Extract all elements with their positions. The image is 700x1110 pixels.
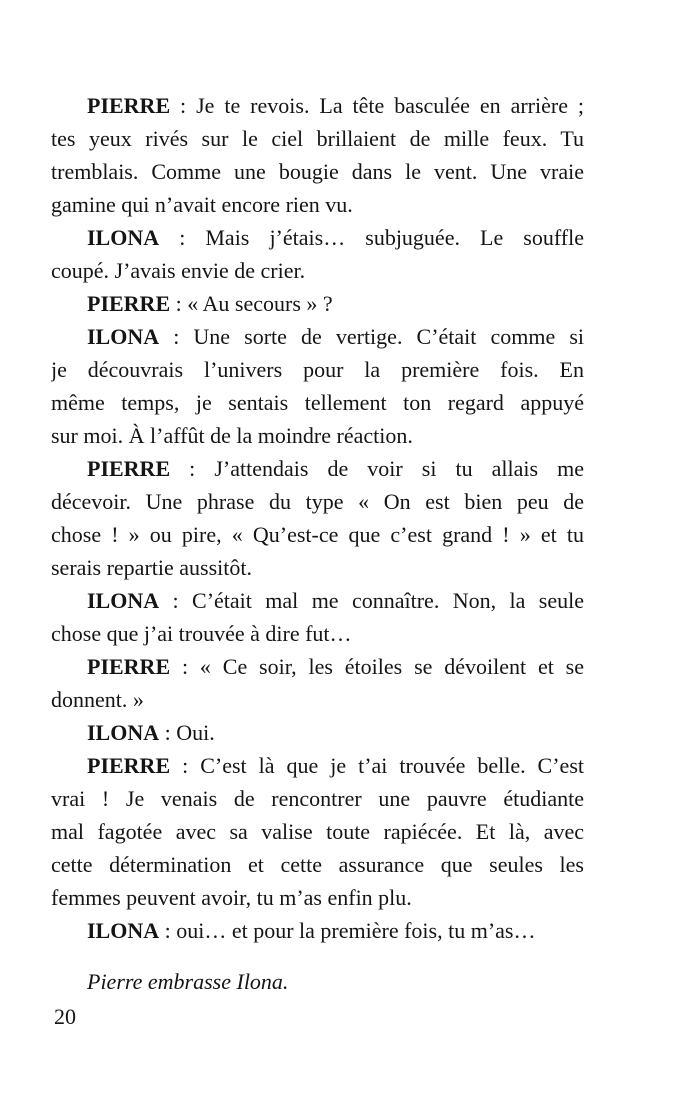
dialogue-container [51,89,584,947]
dialogue-line: femmes peuvent avoir, tu m’as enfin plu. [51,885,412,910]
dialogue-paragraph [51,584,584,650]
speaker-name: PIERRE [87,93,171,118]
stage-direction: Pierre embrasse Ilona. [87,969,289,994]
dialogue-paragraph [51,320,584,452]
speaker-name: PIERRE [87,654,171,679]
dialogue-line: sur moi. À l’affût de la moindre réaction. [51,423,413,448]
dialogue-line: chose que j’ai trouvée à dire fut… [51,621,352,646]
dialogue-line: ILONA : C’était mal me connaître. Non, la seule [87,588,584,613]
speaker-name: ILONA [87,918,160,943]
speaker-name: ILONA [87,720,160,745]
speaker-name: ILONA [87,324,160,349]
dialogue-line: décevoir. Une phrase du type « On est bien peu de [51,489,584,514]
dialogue-line: PIERRE : Je te revois. La tête basculée en arrière ; [87,93,584,118]
dialogue-paragraph [51,914,584,947]
dialogue-line: donnent. » [51,687,144,712]
dialogue-line: même temps, je sentais tellement ton regard appuyé [51,390,584,415]
dialogue-line: PIERRE : « Ce soir, les étoiles se dévoilent et se [87,654,584,679]
dialogue-line: mal fagotée avec sa valise toute rapiécée. Et là, avec [51,819,584,844]
page-number: 20 [54,1004,76,1029]
dialogue-line: gamine qui n’avait encore rien vu. [51,192,353,217]
dialogue-line: serais repartie aussitôt. [51,555,252,580]
speaker-name: PIERRE [87,753,171,778]
dialogue-line: tes yeux rivés sur le ciel brillaient de mille feux. Tu [51,126,584,151]
dialogue-line: vrai ! Je venais de rencontrer une pauvre étudiante [51,786,584,811]
dialogue-line: ILONA : Mais j’étais… subjuguée. Le souffle [87,225,584,250]
dialogue-paragraph [51,287,584,320]
dialogue-paragraph [51,452,584,584]
dialogue-paragraph [51,749,584,914]
speaker-name: PIERRE [87,456,171,481]
speaker-name: ILONA [87,225,160,250]
dialogue-line: chose ! » ou pire, « Qu’est-ce que c’est grand ! » et tu [51,522,584,547]
dialogue-line: PIERRE : C’est là que je t’ai trouvée belle. C’est [87,753,584,778]
dialogue-line: PIERRE : « Au secours » ? [87,291,333,316]
page-text [51,89,584,998]
dialogue-line: ILONA : Une sorte de vertige. C’était comme si [87,324,584,349]
dialogue-line: ILONA : Oui. [87,720,215,745]
dialogue-paragraph [51,716,584,749]
speaker-name: PIERRE [87,291,171,316]
dialogue-line: tremblais. Comme une bougie dans le vent. Une vraie [51,159,584,184]
dialogue-line: ILONA : oui… et pour la première fois, tu m’as… [87,918,536,943]
dialogue-paragraph [51,650,584,716]
dialogue-line: je découvrais l’univers pour la première fois. En [51,357,584,382]
dialogue-line: coupé. J’avais envie de crier. [51,258,306,283]
dialogue-line: cette détermination et cette assurance que seules les [51,852,584,877]
speaker-name: ILONA [87,588,160,613]
dialogue-paragraph [51,221,584,287]
dialogue-paragraph [51,89,584,221]
dialogue-line: PIERRE : J’attendais de voir si tu allais me [87,456,584,481]
